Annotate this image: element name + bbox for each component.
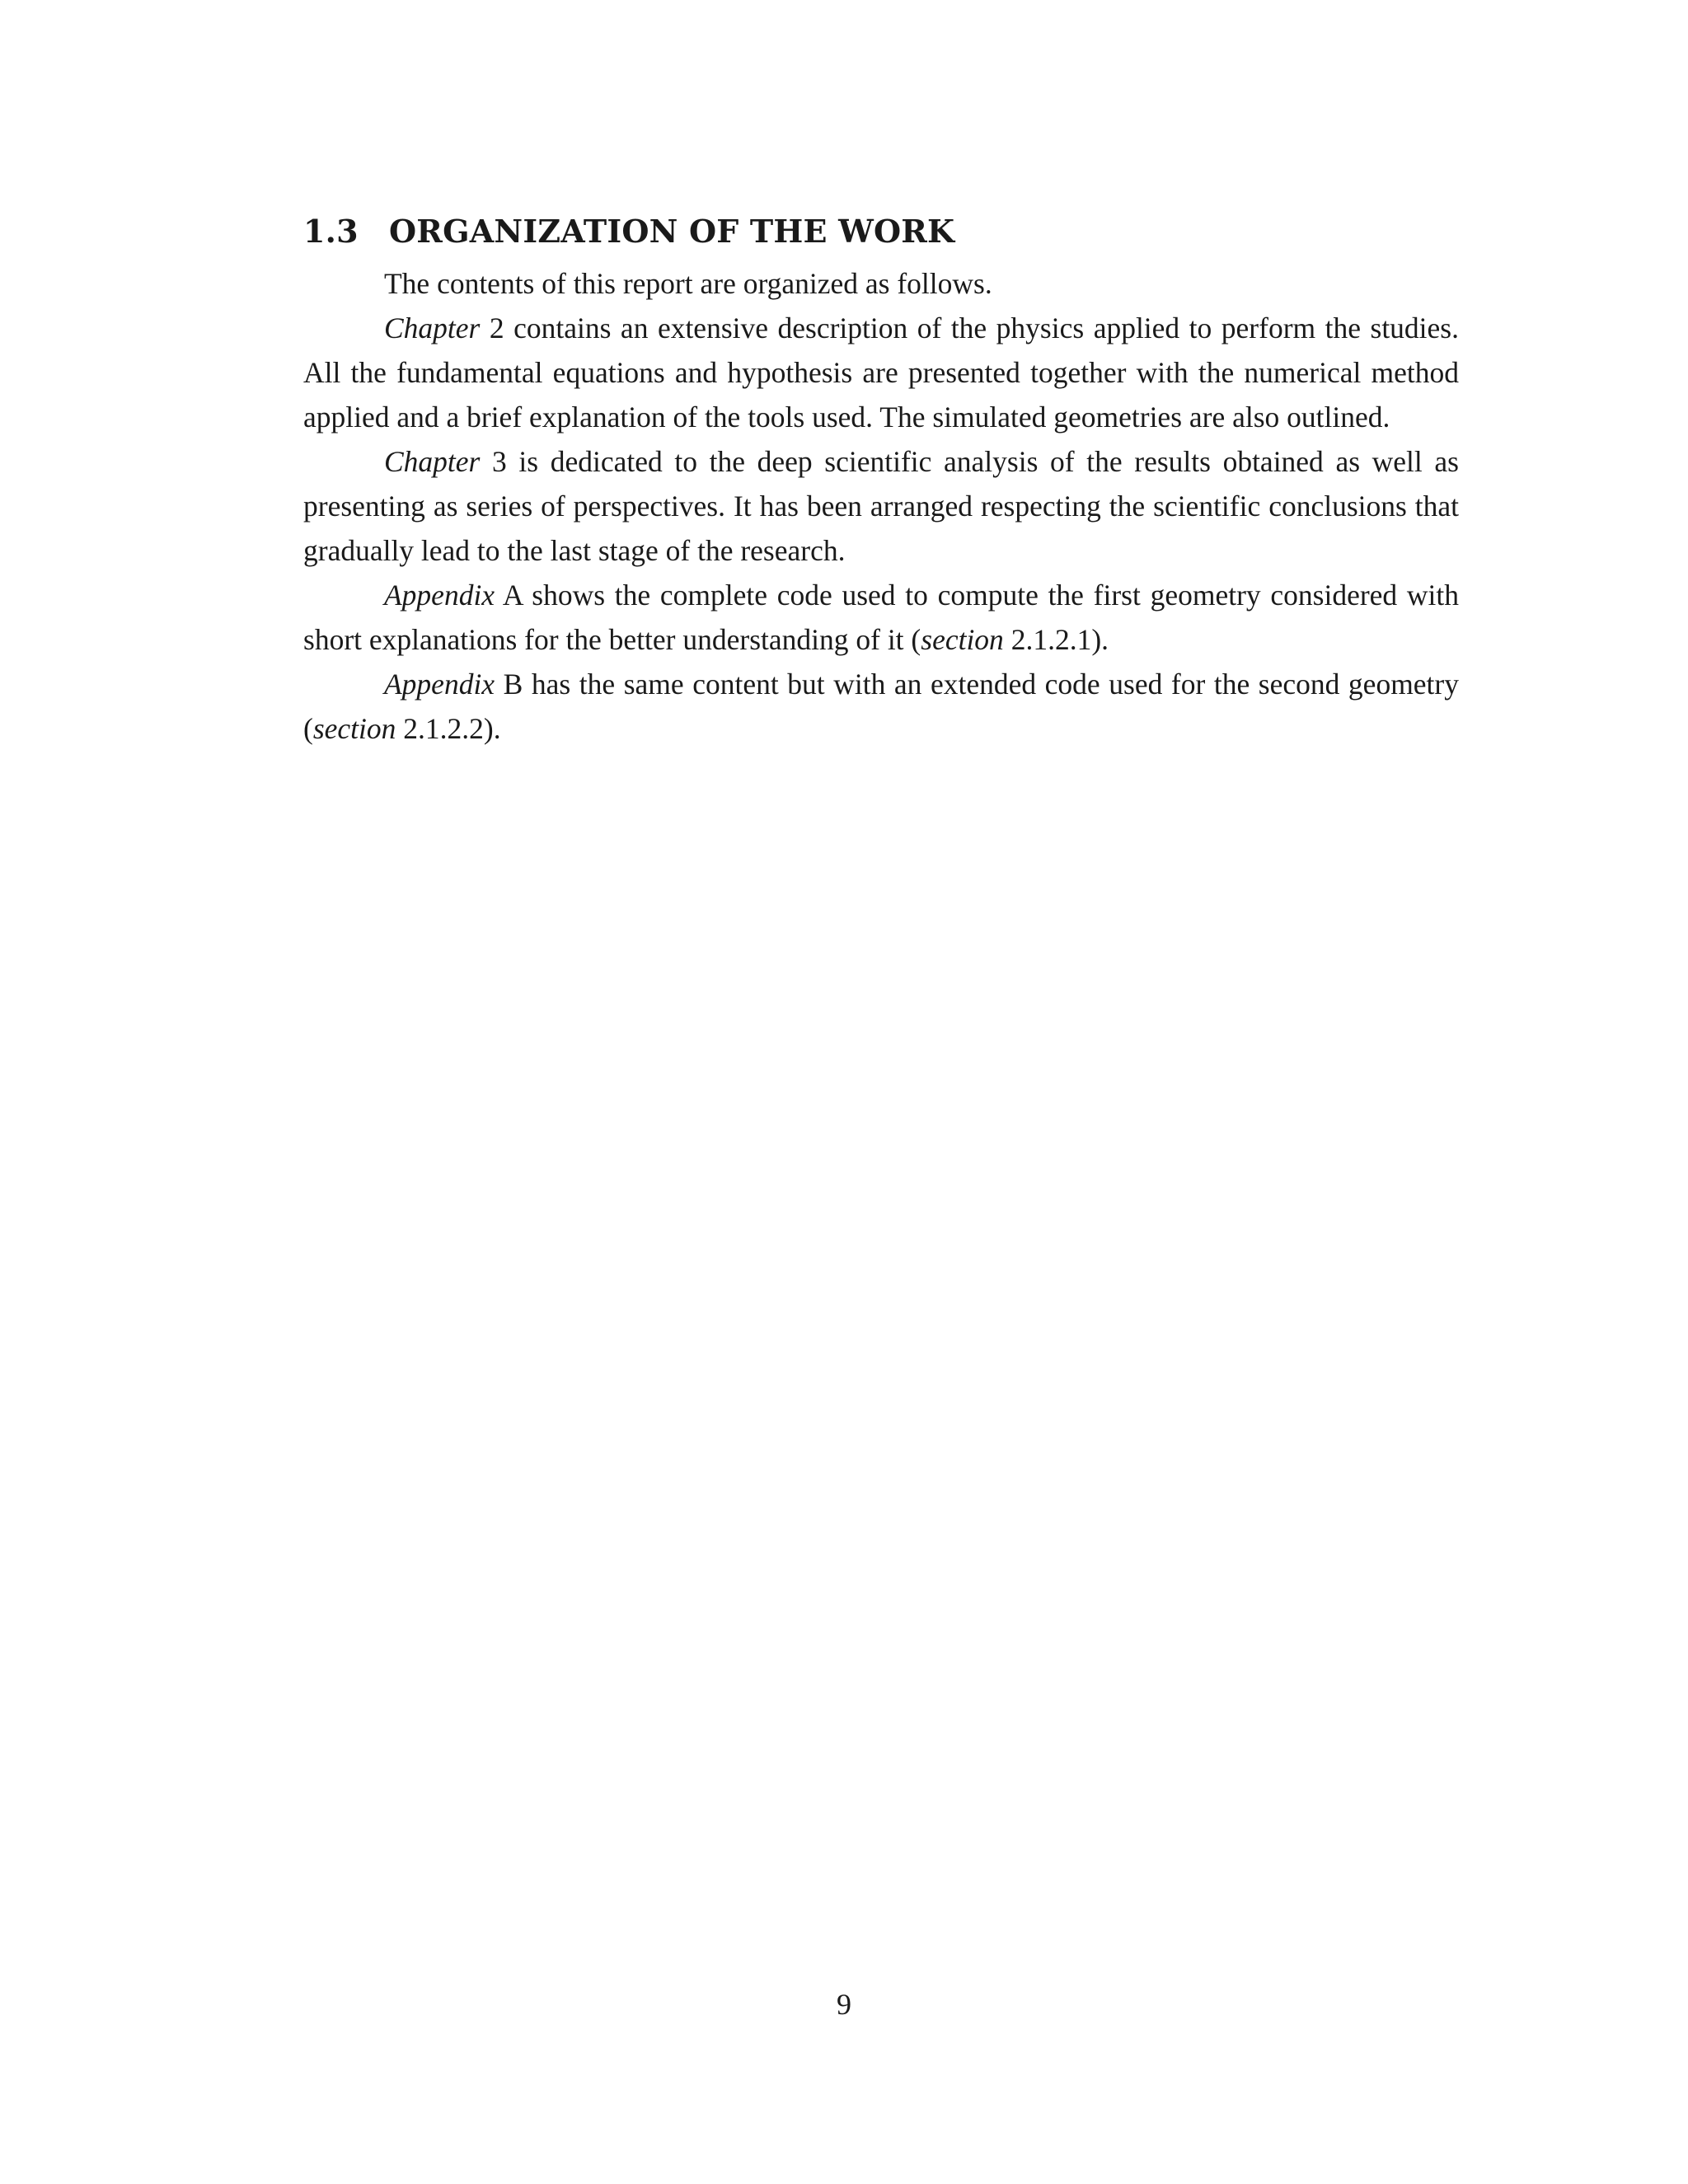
- paragraph-text: The contents of this report are organized as follows.: [384, 267, 992, 300]
- paragraph-lead: Chapter: [384, 312, 481, 344]
- section-number: 1.3: [303, 213, 359, 250]
- paragraph-text: 3 is dedicated to the deep scientific analysis of the results obtained as well as presenting as series of perspectives. It has been arranged respecting the scientific conclusions that gradually lead to the last stage of the research.: [303, 445, 1459, 567]
- section-reference-number: 2.1.2.2).: [396, 712, 501, 745]
- paragraph-chapter-2: [303, 306, 1459, 439]
- page-number: 9: [837, 1988, 851, 2021]
- section-heading: [303, 210, 1459, 253]
- paragraph-chapter-3: [303, 439, 1459, 573]
- paragraph-appendix-b: [303, 662, 1459, 751]
- section-reference-label: section: [921, 623, 1004, 656]
- section-reference-label: section: [312, 712, 396, 745]
- section-title: ORGANIZATION OF THE WORK: [389, 213, 955, 250]
- section-reference-number: 2.1.2.1).: [1003, 623, 1109, 656]
- paragraph-text: 2 contains an extensive description of the physics applied to perform the studies. All the fundamental equations and hypothesis are presented together with the numerical method applied and a brief explanation of the tools used. The simulated geometries are also outlined.: [303, 312, 1459, 434]
- paragraph-lead: Appendix: [384, 579, 495, 612]
- section-body: [303, 210, 1459, 751]
- paragraph-appendix-a: [303, 573, 1459, 662]
- paragraph-lead: Appendix: [384, 668, 495, 701]
- paragraph-intro: [303, 261, 1459, 306]
- paragraph-text: B has the same content but with an extended code used for the second geometry (: [303, 668, 1459, 745]
- paragraph-text: A shows the complete code used to compute the first geometry considered with short explanations for the better understanding of it (: [303, 579, 1459, 656]
- paragraph-lead: Chapter: [384, 445, 481, 478]
